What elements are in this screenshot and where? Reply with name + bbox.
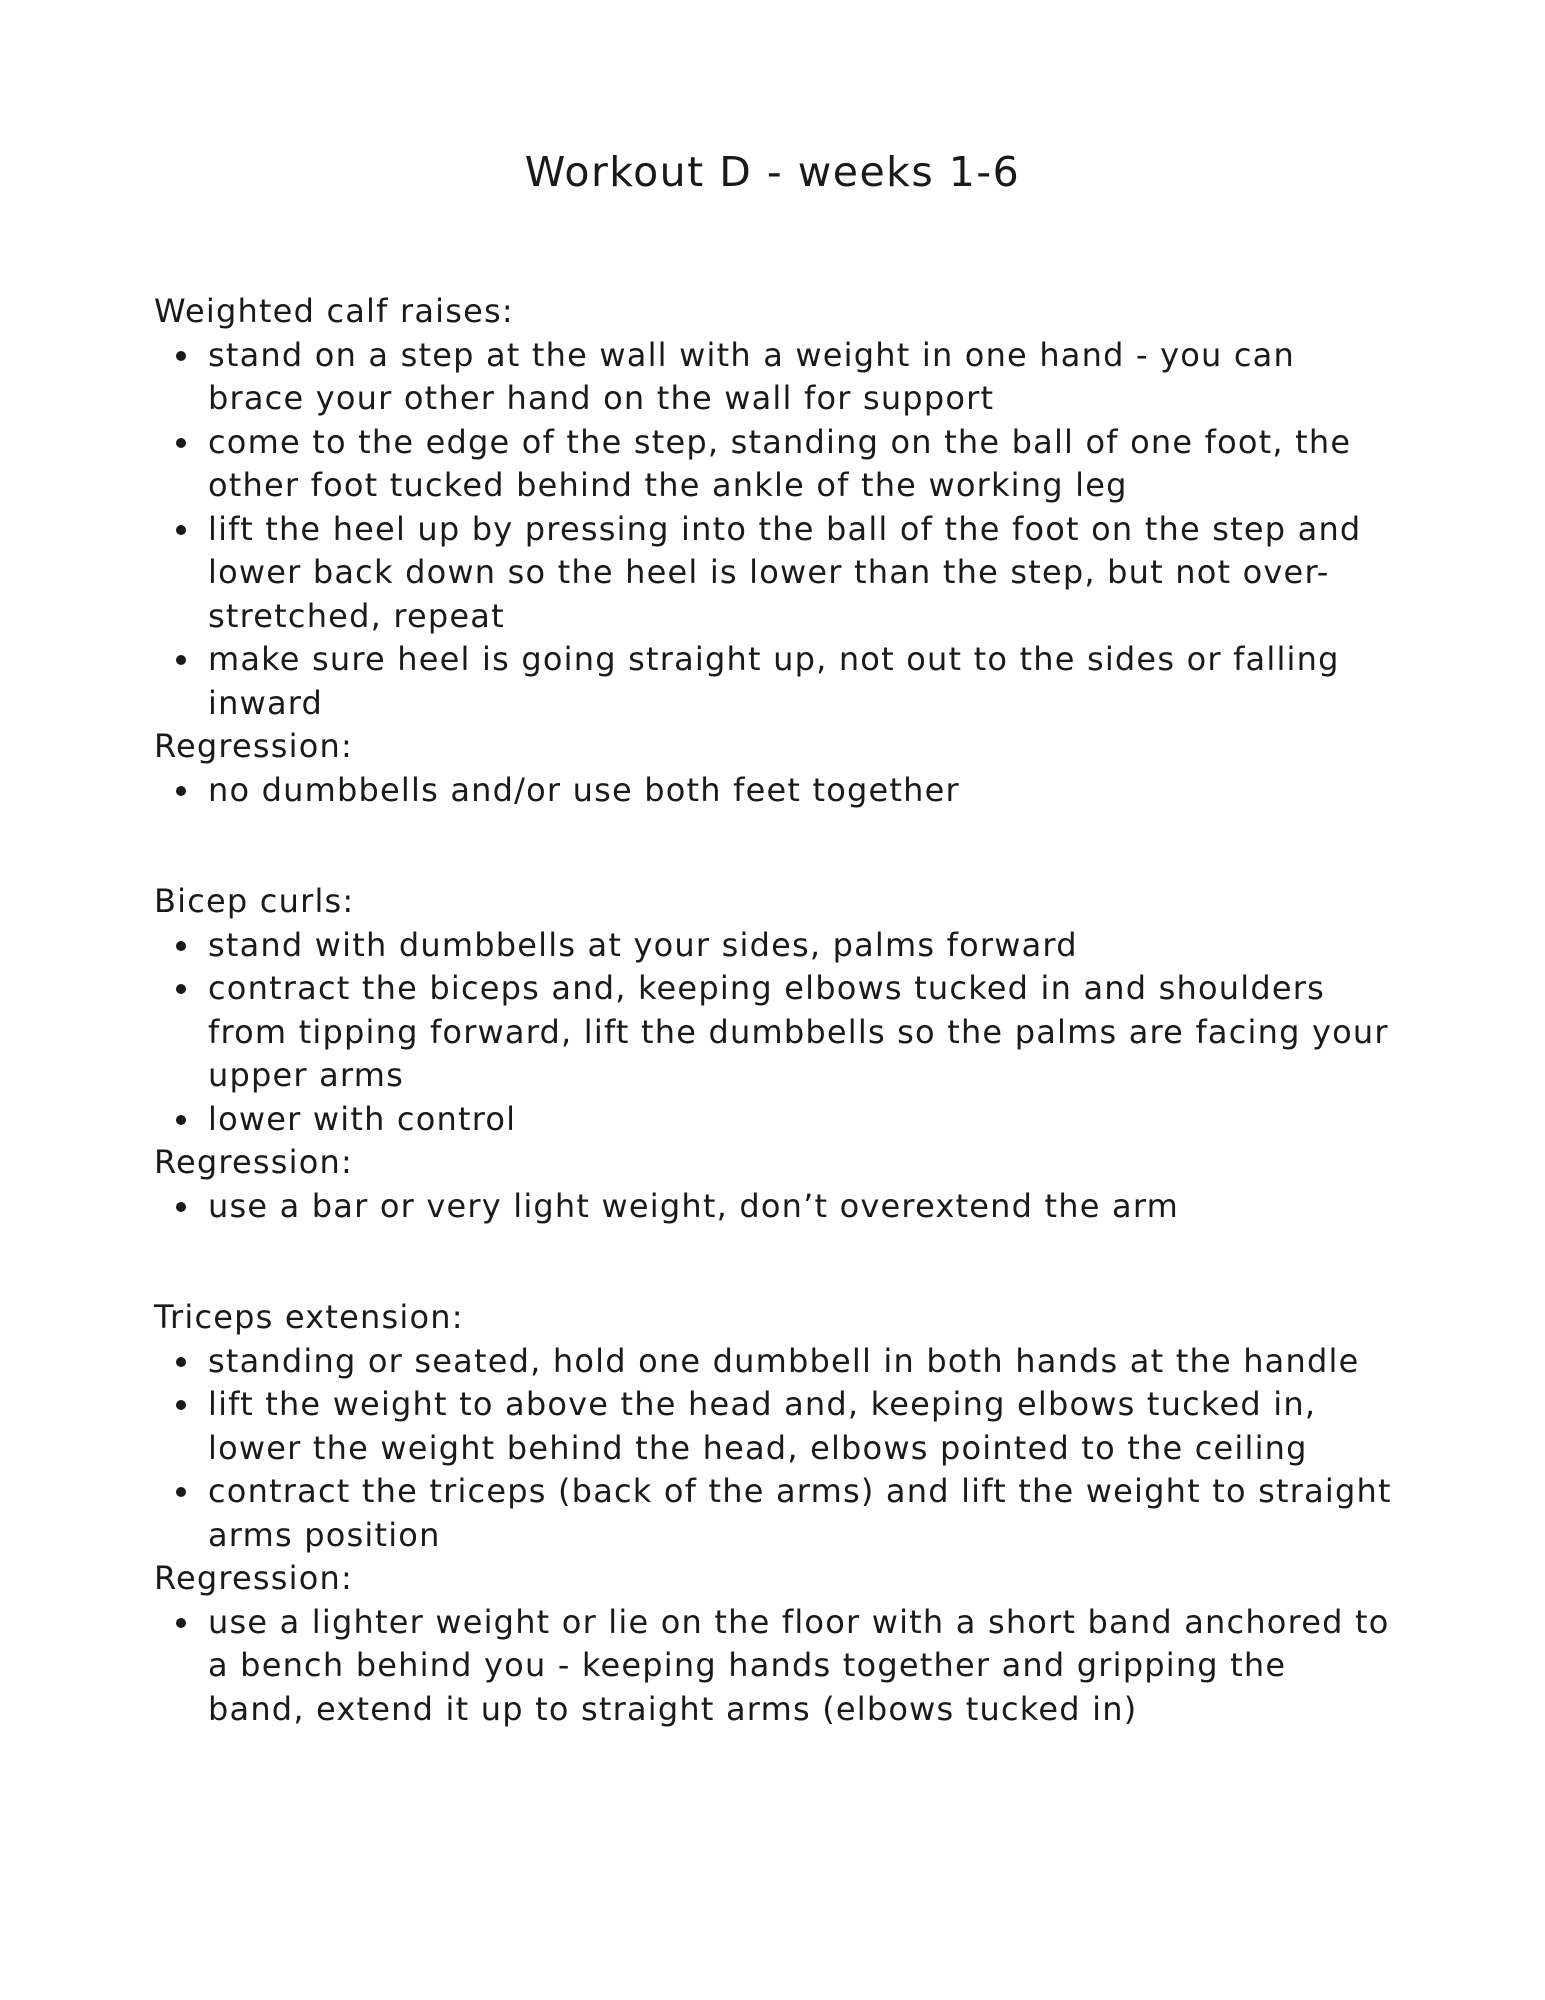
bullet-icon bbox=[176, 1400, 186, 1410]
list-item: lift the heel up by pressing into the ball of the foot on the step and lower back down so the heel is lower than the step, but not over-stretched, repeat bbox=[208, 508, 1394, 639]
list-item: contract the triceps (back of the arms) and lift the weight to straight arms position bbox=[208, 1470, 1394, 1557]
bullet-icon bbox=[176, 1357, 186, 1367]
page-title: Workout D - weeks 1-6 bbox=[524, 148, 1021, 196]
bullet-icon bbox=[176, 438, 186, 448]
bullet-icon bbox=[176, 1115, 186, 1125]
bullet-icon bbox=[176, 1202, 186, 1212]
list-item: use a lighter weight or lie on the floor with a short band anchored to a bench behind you - keeping hands together and gripping the band, extend it up to straight arms (elbows tucked in) bbox=[208, 1601, 1394, 1732]
exercise-steps-list bbox=[154, 334, 1394, 726]
exercise-section-bicep-curls bbox=[154, 880, 1394, 1228]
exercise-section-triceps-extension bbox=[154, 1296, 1394, 1731]
bullet-icon bbox=[176, 786, 186, 796]
list-item: lift the weight to above the head and, keeping elbows tucked in, lower the weight behind the head, elbows pointed to the ceiling bbox=[208, 1383, 1394, 1470]
list-item: use a bar or very light weight, don’t overextend the arm bbox=[208, 1185, 1394, 1229]
list-item: lower with control bbox=[208, 1098, 1394, 1142]
list-item: contract the biceps and, keeping elbows tucked in and shoulders from tipping forward, lift the dumbbells so the palms are facing your upper arms bbox=[208, 967, 1394, 1098]
bullet-icon bbox=[176, 655, 186, 665]
regression-list bbox=[154, 1185, 1394, 1229]
bullet-icon bbox=[176, 941, 186, 951]
exercise-heading: Weighted calf raises: bbox=[154, 292, 514, 330]
list-item: make sure heel is going straight up, not out to the sides or falling inward bbox=[208, 638, 1394, 725]
exercise-steps-list bbox=[154, 1340, 1394, 1558]
bullet-icon bbox=[176, 984, 186, 994]
bullet-icon bbox=[176, 351, 186, 361]
list-item: come to the edge of the step, standing on the ball of one foot, the other foot tucked behind the ankle of the working leg bbox=[208, 421, 1394, 508]
regression-list bbox=[154, 1601, 1394, 1732]
exercise-steps-list bbox=[154, 924, 1394, 1142]
exercise-section-calf-raises bbox=[154, 290, 1394, 812]
list-item: stand on a step at the wall with a weight in one hand - you can brace your other hand on the wall for support bbox=[208, 334, 1394, 421]
bullet-icon bbox=[176, 525, 186, 535]
exercise-heading: Triceps extension: bbox=[154, 1298, 464, 1336]
exercise-heading: Bicep curls: bbox=[154, 882, 355, 920]
document-content bbox=[154, 290, 1394, 1799]
regression-label: Regression: bbox=[154, 1143, 354, 1181]
list-item: standing or seated, hold one dumbbell in both hands at the handle bbox=[208, 1340, 1394, 1384]
bullet-icon bbox=[176, 1618, 186, 1628]
regression-label: Regression: bbox=[154, 1559, 354, 1597]
regression-list bbox=[154, 769, 1394, 813]
list-item: no dumbbells and/or use both feet together bbox=[208, 769, 1394, 813]
list-item: stand with dumbbells at your sides, palms forward bbox=[208, 924, 1394, 968]
bullet-icon bbox=[176, 1487, 186, 1497]
regression-label: Regression: bbox=[154, 727, 354, 765]
